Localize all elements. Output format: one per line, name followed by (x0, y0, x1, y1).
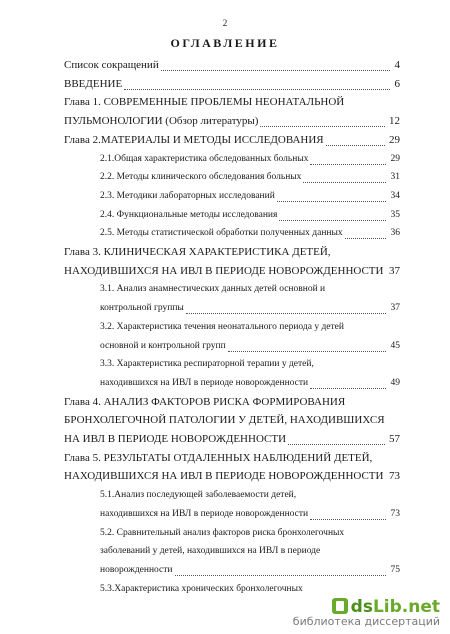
toc-leader-dots (260, 111, 385, 127)
toc-entry-title: НАХОДИВШИХСЯ НА ИВЛ В ПЕРИОДЕ НОВОРОЖДЕННОСТИ (64, 470, 384, 483)
toc-leader-dots (161, 55, 390, 71)
toc-entry-title: 3.2. Характеристика течения неонатального периода у детей (100, 321, 344, 332)
book-icon (332, 598, 348, 614)
toc-entry-title: 3.3. Характеристика респираторной терапии у детей, (100, 359, 314, 370)
toc-entry-title: Глава 2.МАТЕРИАЛЫ И МЕТОДЫ ИССЛЕДОВАНИЯ (64, 133, 324, 146)
toc-page-number: 29 (389, 133, 400, 146)
toc-entry-title: БРОНХОЛЕГОЧНОЙ ПАТОЛОГИИ У ДЕТЕЙ, НАХОДИВШИХСЯ (64, 414, 385, 427)
toc-entry-title: Глава 1. СОВРЕМЕННЫЕ ПРОБЛЕМЫ НЕОНАТАЛЬНОЙ (64, 96, 345, 109)
toc-page-number: 36 (390, 228, 400, 239)
toc-entry-title: 2.5. Методы статистической обработки полученных данных (100, 228, 343, 239)
toc-entry-title: 5.3.Характеристика хронических бронхолегочных (100, 583, 303, 594)
toc-leader-dots (186, 298, 386, 314)
toc-leader-dots (288, 429, 385, 445)
toc-page-number: 4 (394, 59, 400, 71)
toc-leader-dots (124, 74, 390, 90)
toc-page-number: 73 (389, 470, 400, 483)
toc-entry-title: НА ИВЛ В ПЕРИОДЕ НОВОРОЖДЕННОСТИ (64, 433, 287, 445)
toc-leader-dots (326, 130, 385, 146)
toc-entry-title: 2.2. Методы клинического обследования больных (100, 172, 302, 183)
toc-leader-dots (228, 336, 386, 352)
toc-leader-dots (310, 149, 386, 165)
toc-entry-title: 5.1.Анализ последующей заболеваемости детей, (100, 490, 297, 501)
logo-subtitle: библиотека диссертаций (292, 615, 440, 628)
toc-page-number: 37 (390, 303, 400, 314)
toc-page-number: 12 (389, 115, 400, 128)
toc-entry-title: ПУЛЬМОНОЛОГИИ (Обзор литературы) (64, 115, 259, 128)
toc-page-number: 49 (390, 377, 400, 388)
toc-leader-dots (175, 560, 386, 576)
toc-page-number: 6 (394, 77, 400, 90)
logo-wordmark (293, 597, 440, 617)
toc-entry-title: находившихся на ИВЛ в периоде новорожденности (100, 508, 309, 519)
page-number: 2 (222, 18, 228, 28)
toc-entry-title: новорожденности (100, 564, 173, 575)
toc-page-number: 35 (390, 209, 400, 220)
toc-page-number: 57 (389, 433, 400, 445)
toc-entry-title: 2.3. Методики лабораторных исследований (100, 190, 275, 201)
toc-page-number: 45 (390, 340, 400, 351)
toc-leader-dots (303, 167, 386, 183)
toc-entry-title: 3.1. Анализ анамнестических данных детей основной и (100, 284, 326, 295)
toc-entry-title: 5.2. Сравнительный анализ факторов риска бронхолегочных (100, 527, 345, 538)
toc-page-number: 29 (390, 153, 400, 164)
toc-leader-dots (277, 186, 386, 202)
watermark-logo (293, 597, 440, 628)
toc-entry-title: Глава 4. АНАЛИЗ ФАКТОРОВ РИСКА ФОРМИРОВАНИЯ (64, 395, 346, 408)
page-title: ОГЛАВЛЕНИЕ (170, 36, 280, 50)
toc-entry-title: контрольной группы (100, 303, 184, 314)
toc-entry-title: заболеваний у детей, находившихся на ИВЛ в периоде (100, 546, 321, 557)
toc-entry-title: находившихся на ИВЛ в периоде новорожденности (100, 377, 309, 388)
toc-leader-dots (345, 223, 386, 239)
toc-page-number: 37 (389, 264, 400, 277)
toc-entry-title: ВВЕДЕНИЕ (64, 77, 123, 90)
logo-brand-a: ds (350, 597, 373, 617)
toc-page-number: 31 (390, 172, 400, 183)
toc-leader-dots (310, 373, 386, 389)
toc-entry-title: Глава 3. КЛИНИЧЕСКАЯ ХАРАКТЕРИСТИКА ДЕТЕЙ, (64, 246, 331, 258)
toc-page-number: 34 (390, 190, 400, 201)
toc-entry-title: Список сокращений (64, 59, 159, 71)
toc-entry-title: НАХОДИВШИХСЯ НА ИВЛ В ПЕРИОДЕ НОВОРОЖДЕННОСТИ (64, 264, 384, 277)
logo-brand-b: Lib.net (372, 597, 440, 617)
toc-entry-title: Глава 5. РЕЗУЛЬТАТЫ ОТДАЛЕННЫХ НАБЛЮДЕНИЙ ДЕТЕЙ, (64, 451, 373, 464)
toc-entry-title: 2.4. Функциональные методы исследования (100, 209, 278, 220)
toc-leader-dots (310, 504, 386, 520)
toc-page-number: 73 (390, 508, 400, 519)
toc-leader-dots (279, 205, 386, 221)
toc-page-number: 75 (390, 564, 400, 575)
toc-entry-title: основной и контрольной групп (100, 340, 226, 351)
toc-entry-title: 2.1.Общая характеристика обследованных больных (100, 153, 309, 164)
